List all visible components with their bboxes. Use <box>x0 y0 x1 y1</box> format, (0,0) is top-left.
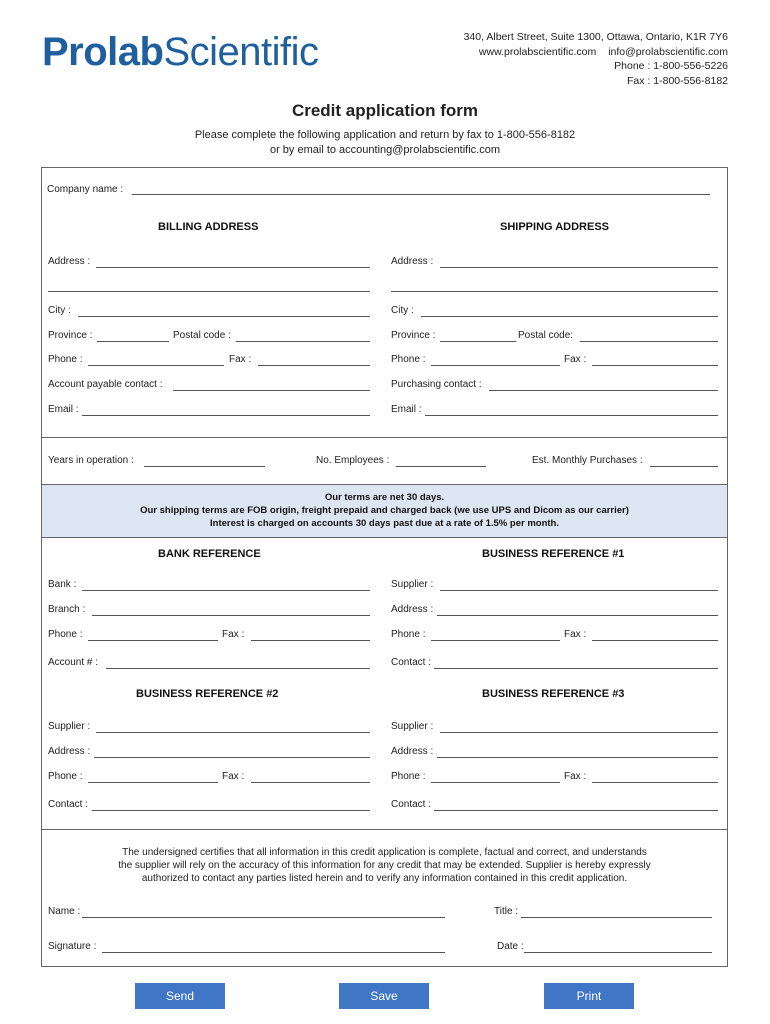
company-name-label: Company name : <box>47 184 124 195</box>
send-button[interactable]: Send <box>135 983 225 1009</box>
employees-label: No. Employees : <box>316 455 390 466</box>
save-button[interactable]: Save <box>339 983 429 1009</box>
shipping-email-field[interactable] <box>425 415 718 416</box>
billing-province-field[interactable] <box>97 341 169 342</box>
shipping-province-field[interactable] <box>440 341 516 342</box>
contact-fax: Fax : 1-800-556-8182 <box>627 74 728 87</box>
business2-phone-label: Phone : <box>48 771 83 782</box>
bank-field[interactable] <box>82 590 370 591</box>
contact-website: www.prolabscientific.com <box>478 45 597 58</box>
signoff-title-field[interactable] <box>521 917 712 918</box>
business3-contact-label: Contact : <box>391 799 432 810</box>
bank-fax-label: Fax : <box>222 629 245 640</box>
bank-phone-field[interactable] <box>88 640 218 641</box>
business3-contact-field[interactable] <box>434 810 718 811</box>
business1-contact-field[interactable] <box>434 668 718 669</box>
shipping-address-field-2[interactable] <box>391 291 718 292</box>
logo-light: Scientific <box>163 30 319 74</box>
company-logo <box>42 28 319 76</box>
business1-supplier-label: Supplier : <box>391 579 434 590</box>
shipping-city-label: City : <box>391 305 414 316</box>
shipping-phone-field[interactable] <box>431 365 560 366</box>
billing-payable-label: Account payable contact : <box>48 379 163 390</box>
shipping-city-field[interactable] <box>421 316 718 317</box>
billing-city-field[interactable] <box>78 316 370 317</box>
signoff-name-label: Name : <box>48 906 81 917</box>
terms-line-1: Our terms are net 30 days. <box>324 492 445 503</box>
billing-phone-field[interactable] <box>88 365 224 366</box>
business3-fax-field[interactable] <box>592 782 718 783</box>
employees-field[interactable] <box>396 466 486 467</box>
billing-fax-label: Fax : <box>229 354 252 365</box>
account-field[interactable] <box>106 668 370 669</box>
billing-province-label: Province : <box>48 330 93 341</box>
business1-address-label: Address : <box>391 604 434 615</box>
certification-line-2: the supplier will rely on the accuracy of this information for any credit that may be extended. Supplier is hereby expressly <box>118 860 651 871</box>
billing-address-label: Address : <box>48 256 91 267</box>
shipping-phone-label: Phone : <box>391 354 426 365</box>
business3-phone-field[interactable] <box>431 782 560 783</box>
shipping-address-field[interactable] <box>440 267 718 268</box>
billing-address-field-2[interactable] <box>48 291 370 292</box>
shipping-postal-label: Postal code: <box>518 330 574 341</box>
bank-phone-label: Phone : <box>48 629 83 640</box>
account-label: Account # : <box>48 657 99 668</box>
business3-address-field[interactable] <box>437 757 718 758</box>
business1-fax-field[interactable] <box>592 640 718 641</box>
shipping-purchasing-label: Purchasing contact : <box>391 379 482 390</box>
contact-phone: Phone : 1-800-556-5226 <box>614 60 728 72</box>
signoff-title-label: Title : <box>494 906 519 917</box>
business2-supplier-label: Supplier : <box>48 721 91 732</box>
business3-fax-label: Fax : <box>564 771 587 782</box>
shipping-fax-field[interactable] <box>592 365 718 366</box>
billing-city-label: City : <box>48 305 71 316</box>
signoff-date-label: Date : <box>497 941 524 952</box>
business3-address-label: Address : <box>391 746 434 757</box>
business1-contact-label: Contact : <box>391 657 432 668</box>
bank-heading: BANK REFERENCE <box>158 548 261 560</box>
shipping-heading: SHIPPING ADDRESS <box>500 221 610 233</box>
business1-address-field[interactable] <box>437 615 718 616</box>
years-field[interactable] <box>144 466 265 467</box>
contact-block <box>464 30 728 88</box>
signoff-name-field[interactable] <box>82 917 445 918</box>
terms-line-2: Our shipping terms are FOB origin, freight prepaid and charged back (we use UPS and Dicom as our carrier) <box>140 504 629 516</box>
page-title: Credit application form <box>291 101 479 120</box>
certification-text <box>42 846 727 885</box>
signature-label: Signature : <box>48 941 97 952</box>
contact-email: info@prolabscientific.com <box>608 45 728 58</box>
certification-line-3: authorized to contact any parties listed herein and to verify any information contained in this credit application. <box>141 873 628 884</box>
shipping-purchasing-field[interactable] <box>489 390 718 391</box>
monthly-purchases-field[interactable] <box>650 466 718 467</box>
billing-postal-label: Postal code : <box>173 330 231 341</box>
shipping-address-label: Address : <box>391 256 434 267</box>
contact-address: 340, Albert Street, Suite 1300, Ottawa, Ontario, K1R 7Y6 <box>463 31 728 43</box>
business2-address-label: Address : <box>48 746 91 757</box>
business3-supplier-label: Supplier : <box>391 721 434 732</box>
billing-fax-field[interactable] <box>258 365 370 366</box>
logo-bold: Prolab <box>42 30 164 74</box>
years-label: Years in operation : <box>48 455 134 466</box>
terms-line-3: Interest is charged on accounts 30 days past due at a rate of 1.5% per month. <box>210 517 559 529</box>
intro-text <box>0 128 770 158</box>
business2-phone-field[interactable] <box>88 782 218 783</box>
business2-fax-label: Fax : <box>222 771 245 782</box>
business1-phone-label: Phone : <box>391 629 426 640</box>
signoff-date-field[interactable] <box>524 952 712 953</box>
business2-contact-field[interactable] <box>92 810 370 811</box>
certification-line-1: The undersigned certifies that all information in this credit application is complete, factual and correct, and understands <box>122 847 647 858</box>
company-name-field[interactable] <box>132 194 710 195</box>
billing-email-label: Email : <box>48 404 79 415</box>
business2-supplier-field[interactable] <box>96 732 370 733</box>
divider <box>41 537 728 538</box>
business1-fax-label: Fax : <box>564 629 587 640</box>
billing-address-field[interactable] <box>96 267 370 268</box>
business3-phone-label: Phone : <box>391 771 426 782</box>
branch-field[interactable] <box>92 615 370 616</box>
business3-heading: BUSINESS REFERENCE #3 <box>482 688 625 700</box>
business3-supplier-field[interactable] <box>440 732 718 733</box>
shipping-fax-label: Fax : <box>564 354 587 365</box>
intro-line-1: Please complete the following application and return by fax to 1-800-556-8182 <box>194 129 576 141</box>
business2-heading: BUSINESS REFERENCE #2 <box>136 688 279 700</box>
billing-heading: BILLING ADDRESS <box>158 221 259 233</box>
signature-field[interactable] <box>102 952 445 953</box>
shipping-province-label: Province : <box>391 330 436 341</box>
billing-payable-field[interactable] <box>173 390 370 391</box>
divider <box>41 829 728 830</box>
business2-contact-label: Contact : <box>48 799 89 810</box>
billing-email-field[interactable] <box>82 415 370 416</box>
divider <box>41 437 728 438</box>
billing-postal-field[interactable] <box>236 341 370 342</box>
shipping-email-label: Email : <box>391 404 422 415</box>
print-button[interactable]: Print <box>544 983 634 1009</box>
intro-line-2: or by email to accounting@prolabscientific.com <box>269 144 501 156</box>
monthly-purchases-label: Est. Monthly Purchases : <box>532 455 643 466</box>
business1-heading: BUSINESS REFERENCE #1 <box>482 548 625 560</box>
branch-label: Branch : <box>48 604 86 615</box>
business1-phone-field[interactable] <box>431 640 560 641</box>
business2-address-field[interactable] <box>94 757 370 758</box>
billing-phone-label: Phone : <box>48 354 83 365</box>
business1-supplier-field[interactable] <box>440 590 718 591</box>
bank-fax-field[interactable] <box>251 640 370 641</box>
business2-fax-field[interactable] <box>251 782 370 783</box>
bank-label: Bank : <box>48 579 77 590</box>
terms-text <box>42 492 727 530</box>
shipping-postal-field[interactable] <box>580 341 718 342</box>
